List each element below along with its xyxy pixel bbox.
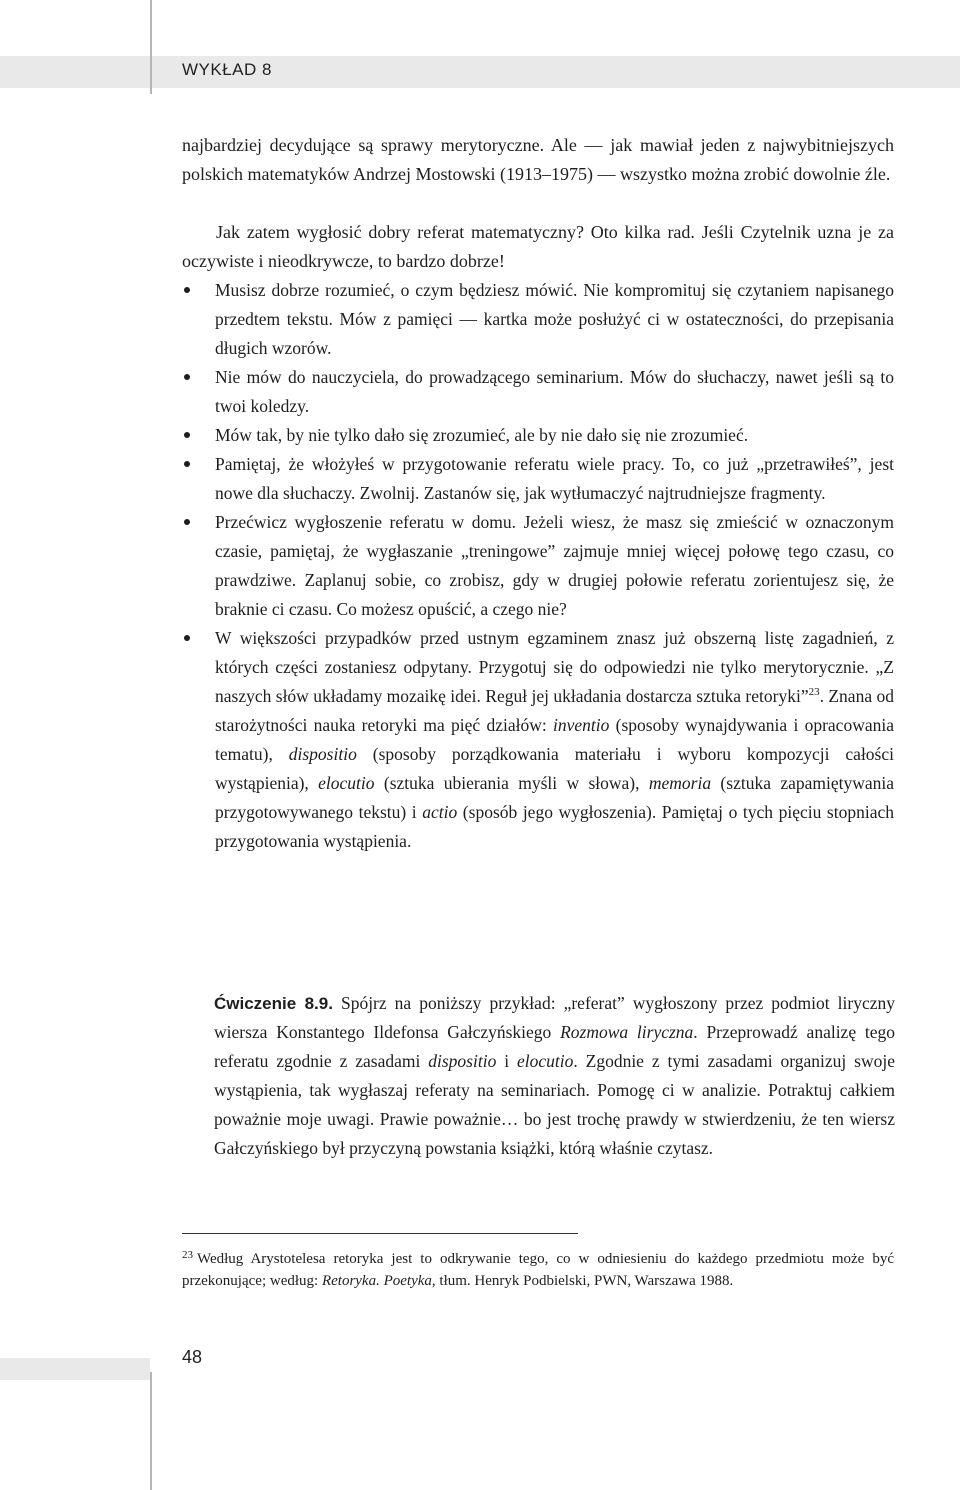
text-run: (sposoby wynajdywania i opracowania tematu), [215,715,894,764]
list-item [182,276,894,363]
footnote-mark: 23 [182,1249,193,1261]
list-item [182,363,894,421]
book-title: Retoryka. Poetyka [321,1273,432,1289]
text-run: (sztuka zapamiętywania przygotowywanego tekstu) i [215,773,895,822]
exercise-label: Ćwiczenie 8.9. [214,994,333,1013]
text-run: (sposób jego wygłoszenia). Pamiętaj o tych pięciu stopniach przygotowania wystąpienia. [215,802,894,851]
footer-band [0,1358,150,1380]
list-item [182,624,894,856]
bullet-icon [184,461,190,467]
list-item [182,450,894,508]
list-item [182,508,894,624]
term-elocutio: elocutio [318,773,375,793]
text-run: . Znana od starożytności nauka retoryki ma pięć działów: [215,686,894,735]
page-number: 48 [182,1347,203,1367]
text-run: W większości przypadków przed ustnym egzaminem znasz już obszerną listę zagadnień, z których części zostaniesz odpytany. Przygotuj się do odpowiedzi nie tylko merytorycznie. „Z naszych słów układamy mozaikę idei. Reguł jej układania dostarcza sztuka retoryki” [215,628,894,706]
poem-title: Rozmowa liryczna [560,1022,694,1042]
term-memoria: memoria [648,773,712,793]
term-elocutio: elocutio [516,1051,574,1071]
header-band [0,56,960,88]
text-run: Spójrz na poniższy przykład: „referat” wygłoszony przez podmiot liryczny wiersza Konstantego Ildefonsa Gałczyńskiego [214,993,896,1042]
term-inventio: inventio [552,715,610,735]
footnote-divider [182,1233,578,1234]
paragraph-intro: najbardziej decydujące są sprawy merytoryczne. Ale — jak mawiał jeden z najwybitniejszych polskich matematyków Andrzej Mostowski (1913–1975) — wszystko można zrobić dowolnie źle. [182,135,894,184]
text-run: Według Arystotelesa retoryka jest to odkrywanie tego, co w odniesieniu do każdego przedmiotu może być przekonujące; według: [182,1251,894,1289]
term-dispositio: dispositio [288,744,357,764]
bullet-icon [184,519,190,525]
text-run: . Przeprowadź analizę tego referatu zgodnie z zasadami [214,1022,895,1071]
margin-rule-bottom [150,1372,152,1490]
bullet-icon [184,287,190,293]
term-dispositio: dispositio [428,1051,497,1071]
list-item-text [215,628,894,851]
margin-rule-top [150,0,152,94]
list-item-text: Pamiętaj, że włożyłeś w przygotowanie referatu wiele pracy. To, co już „przetrawiłeś”, jest nowe dla słuchaczy. Zwolnij. Zastanów się, jak wytłumaczyć najtrudniejsze fragmenty. [215,454,894,503]
running-head: WYKŁAD 8 [182,60,272,79]
text-run: (sztuka ubierania myśli w słowa), [374,773,649,793]
list-item-text: Nie mów do nauczyciela, do prowadzącego seminarium. Mów do słuchaczy, nawet jeśli są to twoi koledzy. [215,367,894,416]
advice-list [182,276,894,856]
text-run: i [496,1051,517,1071]
bullet-icon [184,374,190,380]
list-item-text: Mów tak, by nie tylko dało się zrozumieć, ale by nie dało się nie zrozumieć. [215,425,749,445]
list-item-text: Przećwicz wygłoszenie referatu w domu. Jeżeli wiesz, że masz się zmieścić w oznaczonym czasie, pamiętaj, że wygłaszanie „treningowe” zajmuje mniej więcej połowę tego czasu, co prawdziwe. Zaplanuj sobie, co zrobisz, gdy w drugiej połowie referatu zorientujesz się, że braknie ci czasu. Co możesz opuścić, a czego nie? [215,512,894,619]
footnote-ref[interactable]: 23 [808,686,820,698]
list-item-text: Musisz dobrze rozumieć, o czym będziesz mówić. Nie kompromituj się czytaniem napisanego przedtem tekstu. Mów z pamięci — kartka może posłużyć ci w ostateczności, do przepisania długich wzorów. [215,280,894,358]
bullet-icon [184,635,190,641]
footnote [182,1244,894,1292]
text-run: , tłum. Henryk Podbielski, PWN, Warszawa 1988. [431,1273,734,1289]
text-run: (sposoby porządkowania materiału i wyboru kompozycji całości wystąpienia), [215,744,894,793]
term-actio: actio [422,802,458,822]
exercise-block [214,989,895,1163]
paragraph-advice-intro: Jak zatem wygłosić dobry referat matematyczny? Oto kilka rad. Jeśli Czytelnik uzna je za oczywiste i nieodkrywcze, to bardzo dobrze! [182,222,894,271]
list-item [182,421,894,450]
text-run: . Zgodnie z tymi zasadami organizuj swoje wystąpienia, tak wygłaszaj referaty na seminariach. Pomogę ci w analizie. Potraktuj całkiem poważnie moje uwagi. Prawie poważnie… bo jest trochę prawdy w stwierdzeniu, że ten wiersz Gałczyńskiego był przyczyną powstania książki, którą właśnie czytasz. [214,1051,895,1158]
bullet-icon [184,432,190,438]
